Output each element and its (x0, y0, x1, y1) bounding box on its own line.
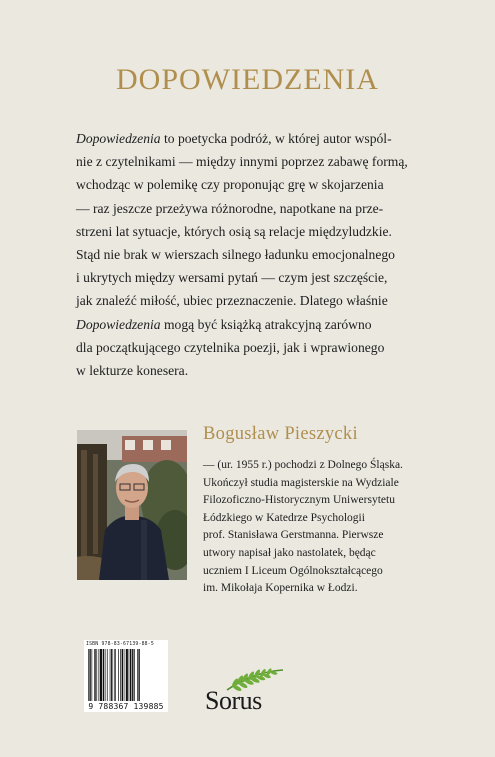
blurb-text: Stąd nie brak w wierszach silnego ładunku emocjonalnego (76, 247, 395, 263)
bio-line: im. Mikołaja Kopernika w Łodzi. (203, 582, 358, 595)
blurb-line (76, 313, 437, 336)
bio-line: Łódzkiego w Katedrze Psychologii (203, 511, 365, 524)
blurb-line (76, 243, 437, 266)
bio-line: uczniem I Liceum Ogólnokształcącego (203, 564, 383, 577)
blurb-italic: Dopowiedzenia (76, 316, 161, 332)
blurb-text: mogą być książką atrakcyjną zarówno (160, 316, 372, 332)
blurb-text: wchodząc w polemikę czy proponując grę w skojarzenia (76, 177, 384, 193)
blurb-text: — raz jeszcze przeżywa różnorodne, napotkane na prze- (76, 200, 384, 216)
blurb-text: i ukrytych między wersami pytań — czym jest szczęście, (76, 270, 388, 286)
blurb-line (76, 289, 437, 312)
barcode (84, 640, 168, 712)
blurb-text: jak znaleźć miłość, ubiec przeznaczenie. Dlatego właśnie (76, 293, 388, 309)
blurb-line (76, 266, 437, 289)
author-photo (77, 430, 187, 580)
blurb-text: strzeni lat sytuacje, których osią są relacje międzyludzkie. (76, 223, 392, 239)
blurb-text: nie z czytelnikami — między innymi poprzez zabawę formą, (76, 154, 408, 170)
blurb-line (76, 336, 437, 359)
bio-line: Ukończył studia magisterskie na Wydziale (203, 476, 399, 489)
bio-line: utwory napisał jako nastolatek, będąc (203, 546, 376, 559)
author-name: Bogusław Pieszycki (203, 424, 358, 444)
blurb-text: to poetycka podróż, w której autor wspól- (160, 131, 392, 146)
blurb (76, 127, 437, 382)
author-bio (203, 457, 439, 598)
blurb-line (76, 150, 437, 173)
isbn-digits: 9 788367 139885 (88, 702, 164, 711)
blurb-text: w lekturze konesera. (76, 363, 189, 379)
blurb-text: dla początkującego czytelnika poezji, jak i wprawionego (76, 339, 385, 355)
bio-line: — (ur. 1955 r.) pochodzi z Dolnego Śląska. (203, 459, 403, 471)
blurb-line (76, 220, 437, 243)
blurb-italic: Dopowiedzenia (76, 131, 161, 146)
blurb-line (76, 197, 437, 220)
blurb-line (76, 173, 437, 196)
blurb-line (76, 359, 437, 382)
barcode-bars (86, 649, 166, 701)
isbn-label: ISBN 978-83-67139-88-5 (86, 642, 154, 647)
bio-line: Filozoficzno-Historycznym Uniwersytetu (203, 494, 395, 507)
bio-line: prof. Stanisława Gerstmanna. Pierwsze (203, 529, 384, 542)
publisher-name: Sorus (205, 686, 262, 715)
author-photo-image (77, 430, 187, 580)
blurb-line (76, 127, 437, 150)
book-title: DOPOWIEDZENIA (116, 63, 379, 96)
publisher-logo (203, 668, 293, 718)
